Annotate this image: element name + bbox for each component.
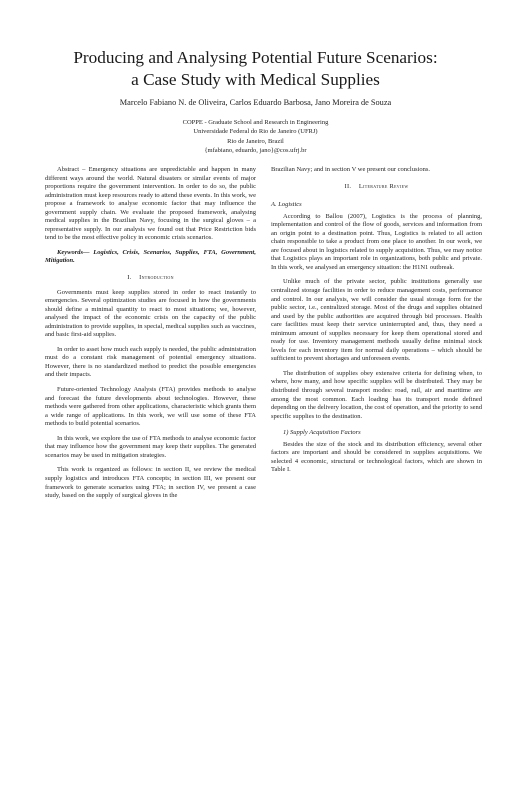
section-number: I. (127, 274, 132, 282)
section-title: Literature Review (358, 182, 409, 190)
affiliation-line: COPPE - Graduate School and Research in Engineering (182, 119, 329, 126)
body-paragraph: In this work, we explore the use of FTA methods to analyse economic factor that may influence how the government may keep their supplies. The generated scenarios may be used in mitigation strategies. (45, 434, 256, 459)
abstract: Abstract – Emergency situations are unpredictable and happen in many different ways around the world. Natural disasters or similar events of major proportions require the government intervention. In order to do so, the public administration must keep resources ready to attend these events. In this work, we propose a framework to analyse economic factor that may influence the government supply chain. We evaluate the proposed framework, analysing medical supplies in the Brazilian Navy, focusing in the surgical gloves – a representative supply. In our analysis we found out that Price Restriction bids tend to be the most effective policy in economic crisis scenarios. (45, 166, 256, 242)
section-heading-literature-review (271, 183, 482, 192)
keywords: Keywords— Logistics, Crisis, Scenarios, Supplies, FTA, Government, Mitigation. (45, 248, 256, 265)
body-paragraph: The distribution of supplies obey extensive criteria for defining when, to where, how many, and how specific supplies will be distributed. They may be distributed through several transport modes: road, rail, air and maritime are among the most common. Each loading has its transport mode defined depending on the delivery location, the cost of operation, and the priority to send specific supplies to the destination. (271, 369, 482, 420)
section-title: Introduction (139, 274, 174, 282)
body-paragraph-continuation: Brazilian Navy; and in section V we present our conclusions. (271, 166, 430, 173)
section-heading-introduction (45, 274, 256, 283)
author-list: Marcelo Fabiano N. de Oliveira, Carlos Eduardo Barbosa, Jano Moreira de Souza (119, 98, 392, 107)
body-paragraph: According to Ballou (2007), Logistics is the process of planning, implementation and control of the flow of goods, services and information from an origin point to a destination point. Thus, Logistics is related to all action chain responsible to take a product from one place to another. In our work, we are focused about in logistics related to supply acquisition. Thus, we may notice that Logistics plays an important role in organizations, both public and private. In this work, we analysed an emergency situation: the H1N1 outbreak. (271, 212, 482, 271)
affiliation-block (120, 118, 391, 156)
email-line: {mfabiano, eduardo, jano}@cos.ufrj.br (204, 147, 307, 155)
left-column (45, 166, 256, 507)
body-paragraph: Future-oriented Technology Analysis (FTA) provides methods to analyse and forecast the future developments about technologies. However, these methods were gathered from other applications, characteristic which grants them a wide range of applications. In this work, we will use some of these FTA methods to build potential scenarios. (45, 386, 256, 428)
affiliation-line: Universidade Federal do Rio de Janeiro (UFRJ) (193, 128, 318, 136)
body-paragraph: Besides the size of the stock and its distribution efficiency, several other factors are important and should be considered in supplies acquisitions. We selected 4 economic, structural or technological factors, which are shown in Table I. (271, 440, 482, 474)
body-paragraph: Governments must keep supplies stored in order to react instantly to emergencies. Several optimization studies are focused in how the governments should define a minimal quantity to react to most situations; we, however, analysed the impact of the economic crisis on the capacity of the public administration to provide supplies, in special, medical supplies such as vaccines, and basic first-aid supplies. (45, 288, 256, 339)
paper-title (20, 47, 491, 91)
subsection-heading-logistics: A. Logistics (271, 201, 302, 209)
section-number: II. (344, 182, 352, 190)
title-line-1: Producing and Analysing Potential Future Scenarios: (73, 48, 438, 67)
title-line-2: a Case Study with Medical Supplies (131, 70, 380, 89)
body-paragraph: This work is organized as follows: in section II, we review the medical supply logistics and introduces FTA concepts; in section III, we present our framework to generate scenarios using FTA; in section IV, we present a case study, based on the supply of surgical gloves in the (45, 466, 256, 500)
body-paragraph: In order to asset how much each supply is needed, the public administration must do a constant risk management of potential emergency situations. However, there is no standardized method to predict the possible emergencies and their impacts. (45, 345, 256, 379)
right-column (271, 166, 482, 481)
subsubsection-heading-supply-factors: 1) Supply Acquisition Factors (283, 429, 361, 437)
affiliation-line: Rio de Janeiro, Brazil (227, 137, 284, 145)
body-paragraph: Unlike much of the private sector, public institutions generally use centralized storage facilities in order to reduce management costs, performance and control. In our analysis, we will consider the usual storage form for the public sector, i.e., centralized storage. Most of the drugs and supplies obtained and used by the public authorities are acquired through bid processes. Health care facilities must keep their service uninterrupted and, thus, they need a minimum amount of supplies necessary for keep them operational stored and ready for use. Inventory management methods usually define minimal stock levels for each inventory item for normal daily operations – which should be sufficient to prevent shortages and unforeseen events. (271, 278, 482, 363)
